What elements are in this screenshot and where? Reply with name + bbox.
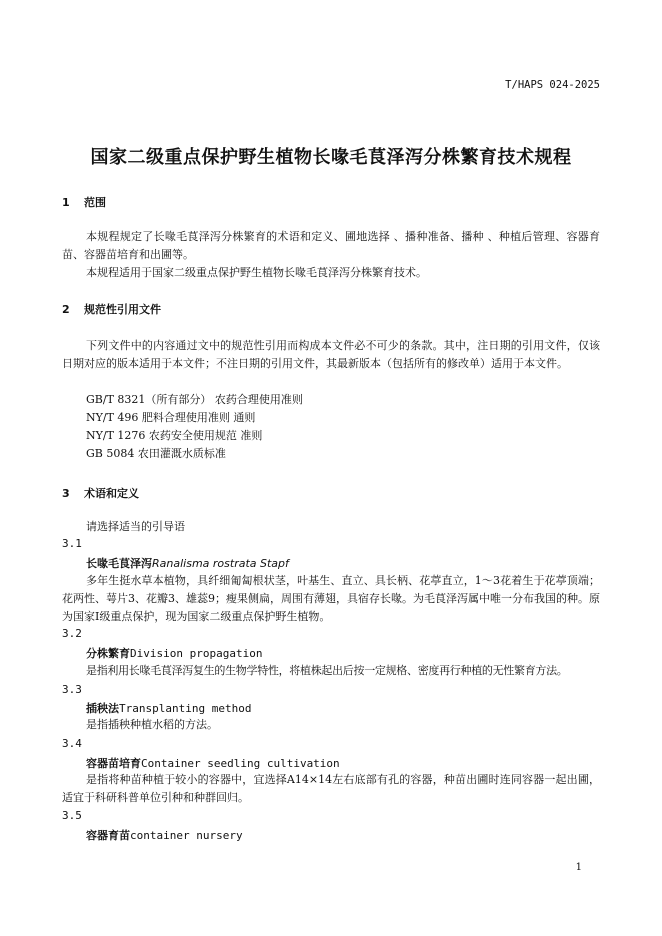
term-chinese: 容器苗培育 [86,757,141,770]
section-3-intro: 请选择适当的引导语 [86,520,185,533]
section-1-paragraph-1: 本规程规定了长喙毛茛泽泻分株繁育的术语和定义、圃地选择 、播种准备、播种 、种植后管理、容器育苗、容器苗培育和出圃等。 [62,230,600,261]
term-chinese: 长喙毛茛泽泻 [86,557,152,570]
term-english: Container seedling cultivation [141,757,340,770]
section-2-paragraph-1: 下列文件中的内容通过文中的规范性引用而构成本文件必不可少的条款。其中，注日期的引用文件，仅该日期对应的版本适用于本文件；不注日期的引用文件，其最新版本（包括所有的修改单）适用于本文件。 [62,339,600,370]
section-number: 1 [62,196,70,209]
term-number: 3.5 [62,809,82,822]
section-1-paragraph-2: 本规程适用于国家二级重点保护野生植物长喙毛茛泽泻分株繁育技术。 [86,266,427,279]
reference-item: NY/T 496 肥料合理使用准则 通则 [86,411,256,424]
term-english: Transplanting method [119,702,252,715]
section-3-heading [62,485,139,501]
term-number: 3.4 [62,737,82,750]
reference-item: NY/T 1276 农药安全使用规范 准则 [86,429,263,442]
term-heading [86,827,243,843]
term-latin-name: Ranalisma rostrata Stapf [152,557,289,570]
term-english: container nursery [130,829,243,842]
term-heading [86,755,340,771]
standard-number: T/HAPS 024-2025 [505,79,600,91]
document-title: 国家二级重点保护野生植物长喙毛茛泽泻分株繁育技术规程 [90,147,572,168]
term-number: 3.2 [62,627,82,640]
section-2-heading [62,301,161,317]
term-heading [86,645,262,661]
term-chinese: 分株繁育 [86,647,130,660]
section-title: 术语和定义 [84,487,139,500]
term-number: 3.3 [62,683,82,696]
section-title: 范围 [84,196,106,209]
term-number: 3.1 [62,537,82,550]
term-definition: 是指利用长喙毛茛泽泻复生的生物学特性，将植株起出后按一定规格、密度再行种植的无性繁育方法。 [86,664,568,677]
section-number: 3 [62,487,70,500]
reference-item: GB/T 8321（所有部分） 农药合理使用准则 [86,393,303,406]
term-chinese: 容器育苗 [86,829,130,842]
term-heading [86,555,289,571]
term-heading [86,700,251,716]
term-english: Division propagation [130,647,263,660]
section-title: 规范性引用文件 [84,303,161,316]
term-chinese: 插秧法 [86,702,119,715]
reference-item: GB 5084 农田灌溉水质标准 [86,447,226,460]
term-definition: 是指插秧种植水稻的方法。 [86,718,218,731]
term-definition: 是指将种苗种植于较小的容器中，宜选择A14×14左右底部有孔的容器，种苗出圃时连同容器一起出圃，适宜于科研科普单位引种和种群回归。 [62,773,600,804]
section-number: 2 [62,303,70,316]
section-1-heading [62,194,106,210]
page-number: 1 [575,862,582,873]
term-definition: 多年生挺水草本植物，具纤细匍匐根状茎，叶基生、直立、具长柄、花葶直立，1～3花着生于花葶顶端；花两性、萼片3、花瓣3、雄蕊9；瘦果侧扁，周围有薄翅，具宿存长喙。为毛茛泽泻属中唯一分布我国的种。原为国家Ⅰ级重点保护，现为国家二级重点保护野生植物。 [62,574,600,623]
